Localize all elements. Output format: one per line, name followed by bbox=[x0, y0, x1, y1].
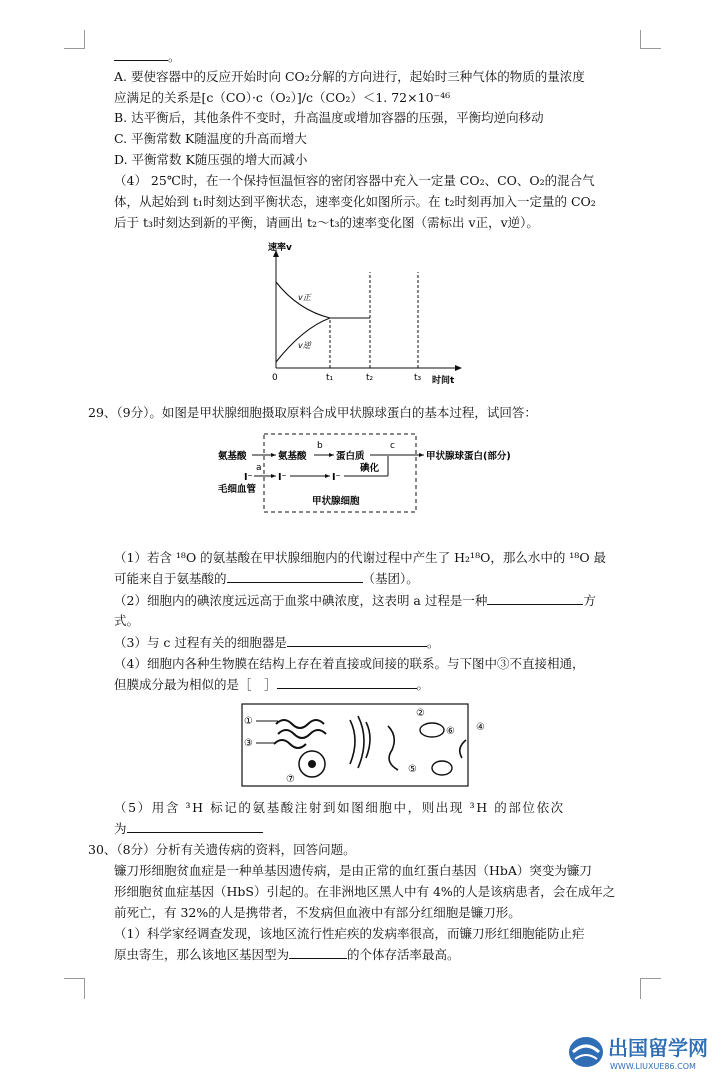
flow-protein: 蛋白质 bbox=[336, 451, 365, 462]
flow-amino-mid: 氨基酸 bbox=[278, 451, 307, 462]
flow-iodination: 碘化 bbox=[360, 463, 380, 474]
q29-part3: （3）与 c 过程有关的细胞器是 。 bbox=[114, 635, 440, 650]
chart-tick-t3: t₃ bbox=[414, 373, 422, 383]
q29-part2-2: 式。 bbox=[114, 613, 140, 628]
secretion-shape bbox=[460, 740, 466, 758]
label-v-forward: v正 bbox=[298, 293, 311, 302]
answer-blank-2[interactable] bbox=[487, 592, 583, 605]
q28-option-b: B. 达平衡后，其他条件不变时，升高温度或增加容器的压强，平衡均逆向移动 bbox=[114, 110, 544, 125]
cell-label-4: ④ bbox=[476, 722, 485, 733]
answer-blank-3[interactable] bbox=[287, 634, 427, 647]
endoplasmic-reticulum-shape bbox=[274, 720, 326, 748]
q28-option-a-1: A. 要使容器中的反应开始时向 CO₂分解的方向进行，起始时三种气体的物质的量浓度 bbox=[114, 69, 585, 84]
q29-part1-1: （1）若含 ¹⁸O 的氨基酸在甲状腺细胞内的代谢过程中产生了 H₂¹⁸O，那么水中的 ¹⁸O 最 bbox=[114, 550, 607, 565]
answer-blank-6[interactable] bbox=[289, 946, 347, 959]
label-v-reverse: v逆 bbox=[298, 341, 311, 350]
chart-xlabel: 时间t bbox=[432, 376, 455, 385]
cell-label-3: ③ bbox=[244, 738, 253, 749]
answer-blank-1[interactable] bbox=[227, 570, 363, 583]
chart-origin: 0 bbox=[272, 373, 278, 383]
flow-label-b: b bbox=[317, 441, 323, 451]
chart-tick-t2: t₂ bbox=[366, 373, 374, 383]
answer-blank-5[interactable] bbox=[127, 820, 263, 833]
cell-label-1: ① bbox=[244, 716, 253, 727]
crop-mark-bottom-right bbox=[640, 978, 661, 999]
golgi-shape bbox=[350, 716, 370, 768]
q28-part4-2: 体，从起始到 t₁时刻达到平衡状态，速率变化如图所示。在 t₂时刻再加入一定量的 CO₂ bbox=[114, 194, 596, 209]
flow-cell-label: 甲状腺细胞 bbox=[312, 496, 360, 507]
flow-iodide-mid1: I⁻ bbox=[278, 472, 287, 483]
q30-text-3: 前死亡，有 32%的人是携带者，不发病但血液中有部分红细胞是镰刀形。 bbox=[114, 905, 521, 920]
flow-capillary: 毛细血管 bbox=[218, 484, 257, 495]
reverse-rate-curve bbox=[276, 318, 330, 362]
q28-part4-3: 后于 t₃时刻达到新的平衡，请画出 t₂～t₃的速率变化图（需标出 v正，v逆）。 bbox=[114, 215, 539, 230]
crop-mark-top-right bbox=[640, 30, 661, 49]
cell-label-6: ⑥ bbox=[446, 726, 455, 737]
thyroid-flow-diagram bbox=[214, 428, 534, 520]
answer-blank-4[interactable] bbox=[277, 676, 417, 689]
chart-ylabel: 速率v bbox=[268, 243, 292, 253]
q29-part4-1: （4）细胞内各种生物膜在结构上存在着直接或间接的联系。与下图中③不直接相通， bbox=[114, 656, 585, 671]
q29-part5-2: 为 bbox=[114, 820, 263, 838]
q29-title: 29、（9分）。如图是甲状腺细胞摄取原料合成甲状腺球蛋白的基本过程，试回答： bbox=[88, 405, 537, 420]
q28-option-d: D. 平衡常数 K随压强的增大而减小 bbox=[114, 152, 308, 167]
flow-iodide-left: I⁻ bbox=[244, 472, 253, 483]
crop-mark-top-left bbox=[64, 30, 85, 49]
q30-part1-2: 原虫寄生，那么该地区基因型为 的个体存活率最高。 bbox=[114, 947, 460, 962]
q29-part1-2: 可能来自于氨基酸的 （基团）。 bbox=[114, 571, 419, 586]
forward-rate-curve bbox=[276, 282, 370, 318]
watermark-url: WWW.LIUXUE86.COM bbox=[610, 1062, 696, 1071]
flow-label-a: a bbox=[256, 463, 262, 473]
flow-iodide-mid2: I⁻ bbox=[332, 472, 341, 483]
q29-part2-1: （2）细胞内的碘浓度远远高于血浆中碘浓度，这表明 a 过程是一种 方 bbox=[114, 593, 596, 608]
q28-option-a-2: 应满足的关系是[c（CO）·c（O₂）]/c（CO₂）＜1. 72×10⁻⁴⁶ bbox=[114, 90, 451, 105]
cell-label-2: ② bbox=[416, 708, 425, 719]
rate-time-chart bbox=[258, 240, 488, 385]
q29-part5-1: （5）用含 ³H 标记的氨基酸注射到如图细胞中，则出现 ³H 的部位依次 bbox=[114, 800, 565, 815]
cell-structure-diagram bbox=[238, 702, 498, 790]
cell-label-7: ⑦ bbox=[286, 774, 295, 785]
q30-text-2: 形细胞贫血症基因（HbS）引起的。在非洲地区黑人中有 4%的人是该病患者，会在成年之 bbox=[114, 884, 616, 899]
q30-part1-1: （1）科学家经调查发现，该地区流行性疟疾的发病率很高，而镰刀形红细胞能防止疟 bbox=[114, 926, 585, 941]
watermark-name: 出国留学网 bbox=[608, 1036, 708, 1060]
q28-option-c: C. 平衡常数 K随温度的升高而增大 bbox=[114, 131, 307, 146]
q28-blank-line: 。 bbox=[114, 48, 181, 66]
chart-tick-t1: t₁ bbox=[326, 373, 334, 383]
vesicle-shape bbox=[388, 726, 398, 770]
crop-mark-bottom-left bbox=[64, 978, 85, 999]
q30-text-1: 镰刀形细胞贫血症是一种单基因遗传病，是由正常的血红蛋白基因（HbA）突变为镰刀 bbox=[114, 863, 592, 878]
flow-amino-left: 氨基酸 bbox=[218, 451, 247, 462]
flow-product: 甲状腺球蛋白(部分) bbox=[426, 451, 511, 462]
flow-label-c: c bbox=[390, 441, 395, 451]
q28-part4-1: （4） 25℃时，在一个保持恒温恒容的密闭容器中充入一定量 CO₂、CO、O₂的混合气 bbox=[114, 173, 595, 188]
q30-title: 30、（8分）分析有关遗传病的资料，回答问题。 bbox=[88, 842, 356, 857]
cell-label-5: ⑤ bbox=[408, 764, 417, 775]
q29-part4-2: 但膜成分最为相似的是［ ］ 。 bbox=[114, 677, 430, 692]
site-watermark-logo bbox=[566, 1030, 722, 1074]
